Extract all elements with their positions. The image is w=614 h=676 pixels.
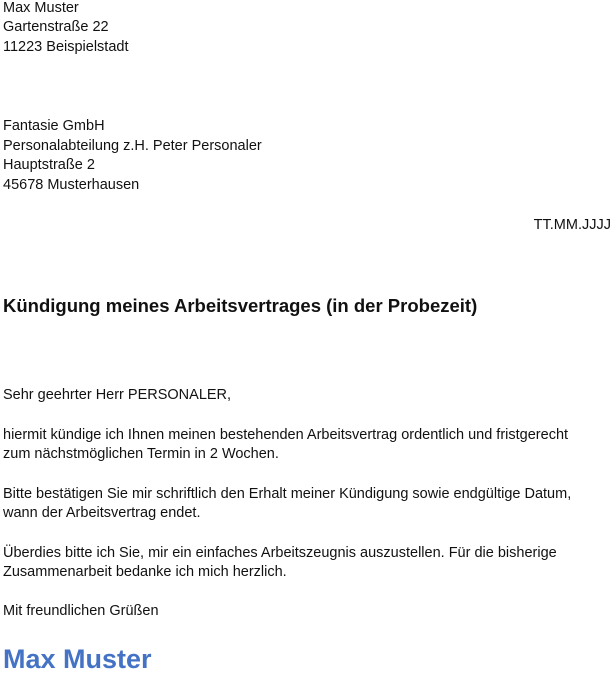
sender-city: 11223 Beispielstadt bbox=[3, 39, 129, 55]
recipient-department: Personalabteilung z.H. Peter Personaler bbox=[3, 138, 262, 154]
paragraph-line: Überdies bitte ich Sie, mir ein einfaches Arbeitszeugnis auszustellen. Für die bisherige bbox=[3, 545, 557, 561]
sender-street: Gartenstraße 22 bbox=[3, 19, 109, 35]
recipient-street: Hauptstraße 2 bbox=[3, 157, 95, 173]
letter-subject: Kündigung meines Arbeitsvertrages (in der Probezeit) bbox=[3, 295, 478, 316]
paragraph-line: Bitte bestätigen Sie mir schriftlich den Erhalt meiner Kündigung sowie endgültige Datum, bbox=[3, 486, 572, 502]
salutation: Sehr geehrter Herr PERSONALER, bbox=[3, 387, 232, 403]
closing: Mit freundlichen Grüßen bbox=[3, 603, 159, 619]
paragraph-line: Zusammenarbeit bedanke ich mich herzlich. bbox=[3, 564, 287, 580]
signature-name: Max Muster bbox=[3, 644, 152, 674]
sender-name: Max Muster bbox=[3, 0, 79, 16]
paragraph-line: hiermit kündige ich Ihnen meinen bestehenden Arbeitsvertrag ordentlich und fristgerecht bbox=[3, 427, 569, 443]
recipient-company: Fantasie GmbH bbox=[3, 118, 105, 134]
recipient-city: 45678 Musterhausen bbox=[3, 177, 140, 193]
letter-date: TT.MM.JJJJ bbox=[533, 217, 611, 233]
paragraph-line: zum nächstmöglichen Termin in 2 Wochen. bbox=[3, 446, 279, 462]
paragraph-line: wann der Arbeitsvertrag endet. bbox=[3, 505, 201, 521]
